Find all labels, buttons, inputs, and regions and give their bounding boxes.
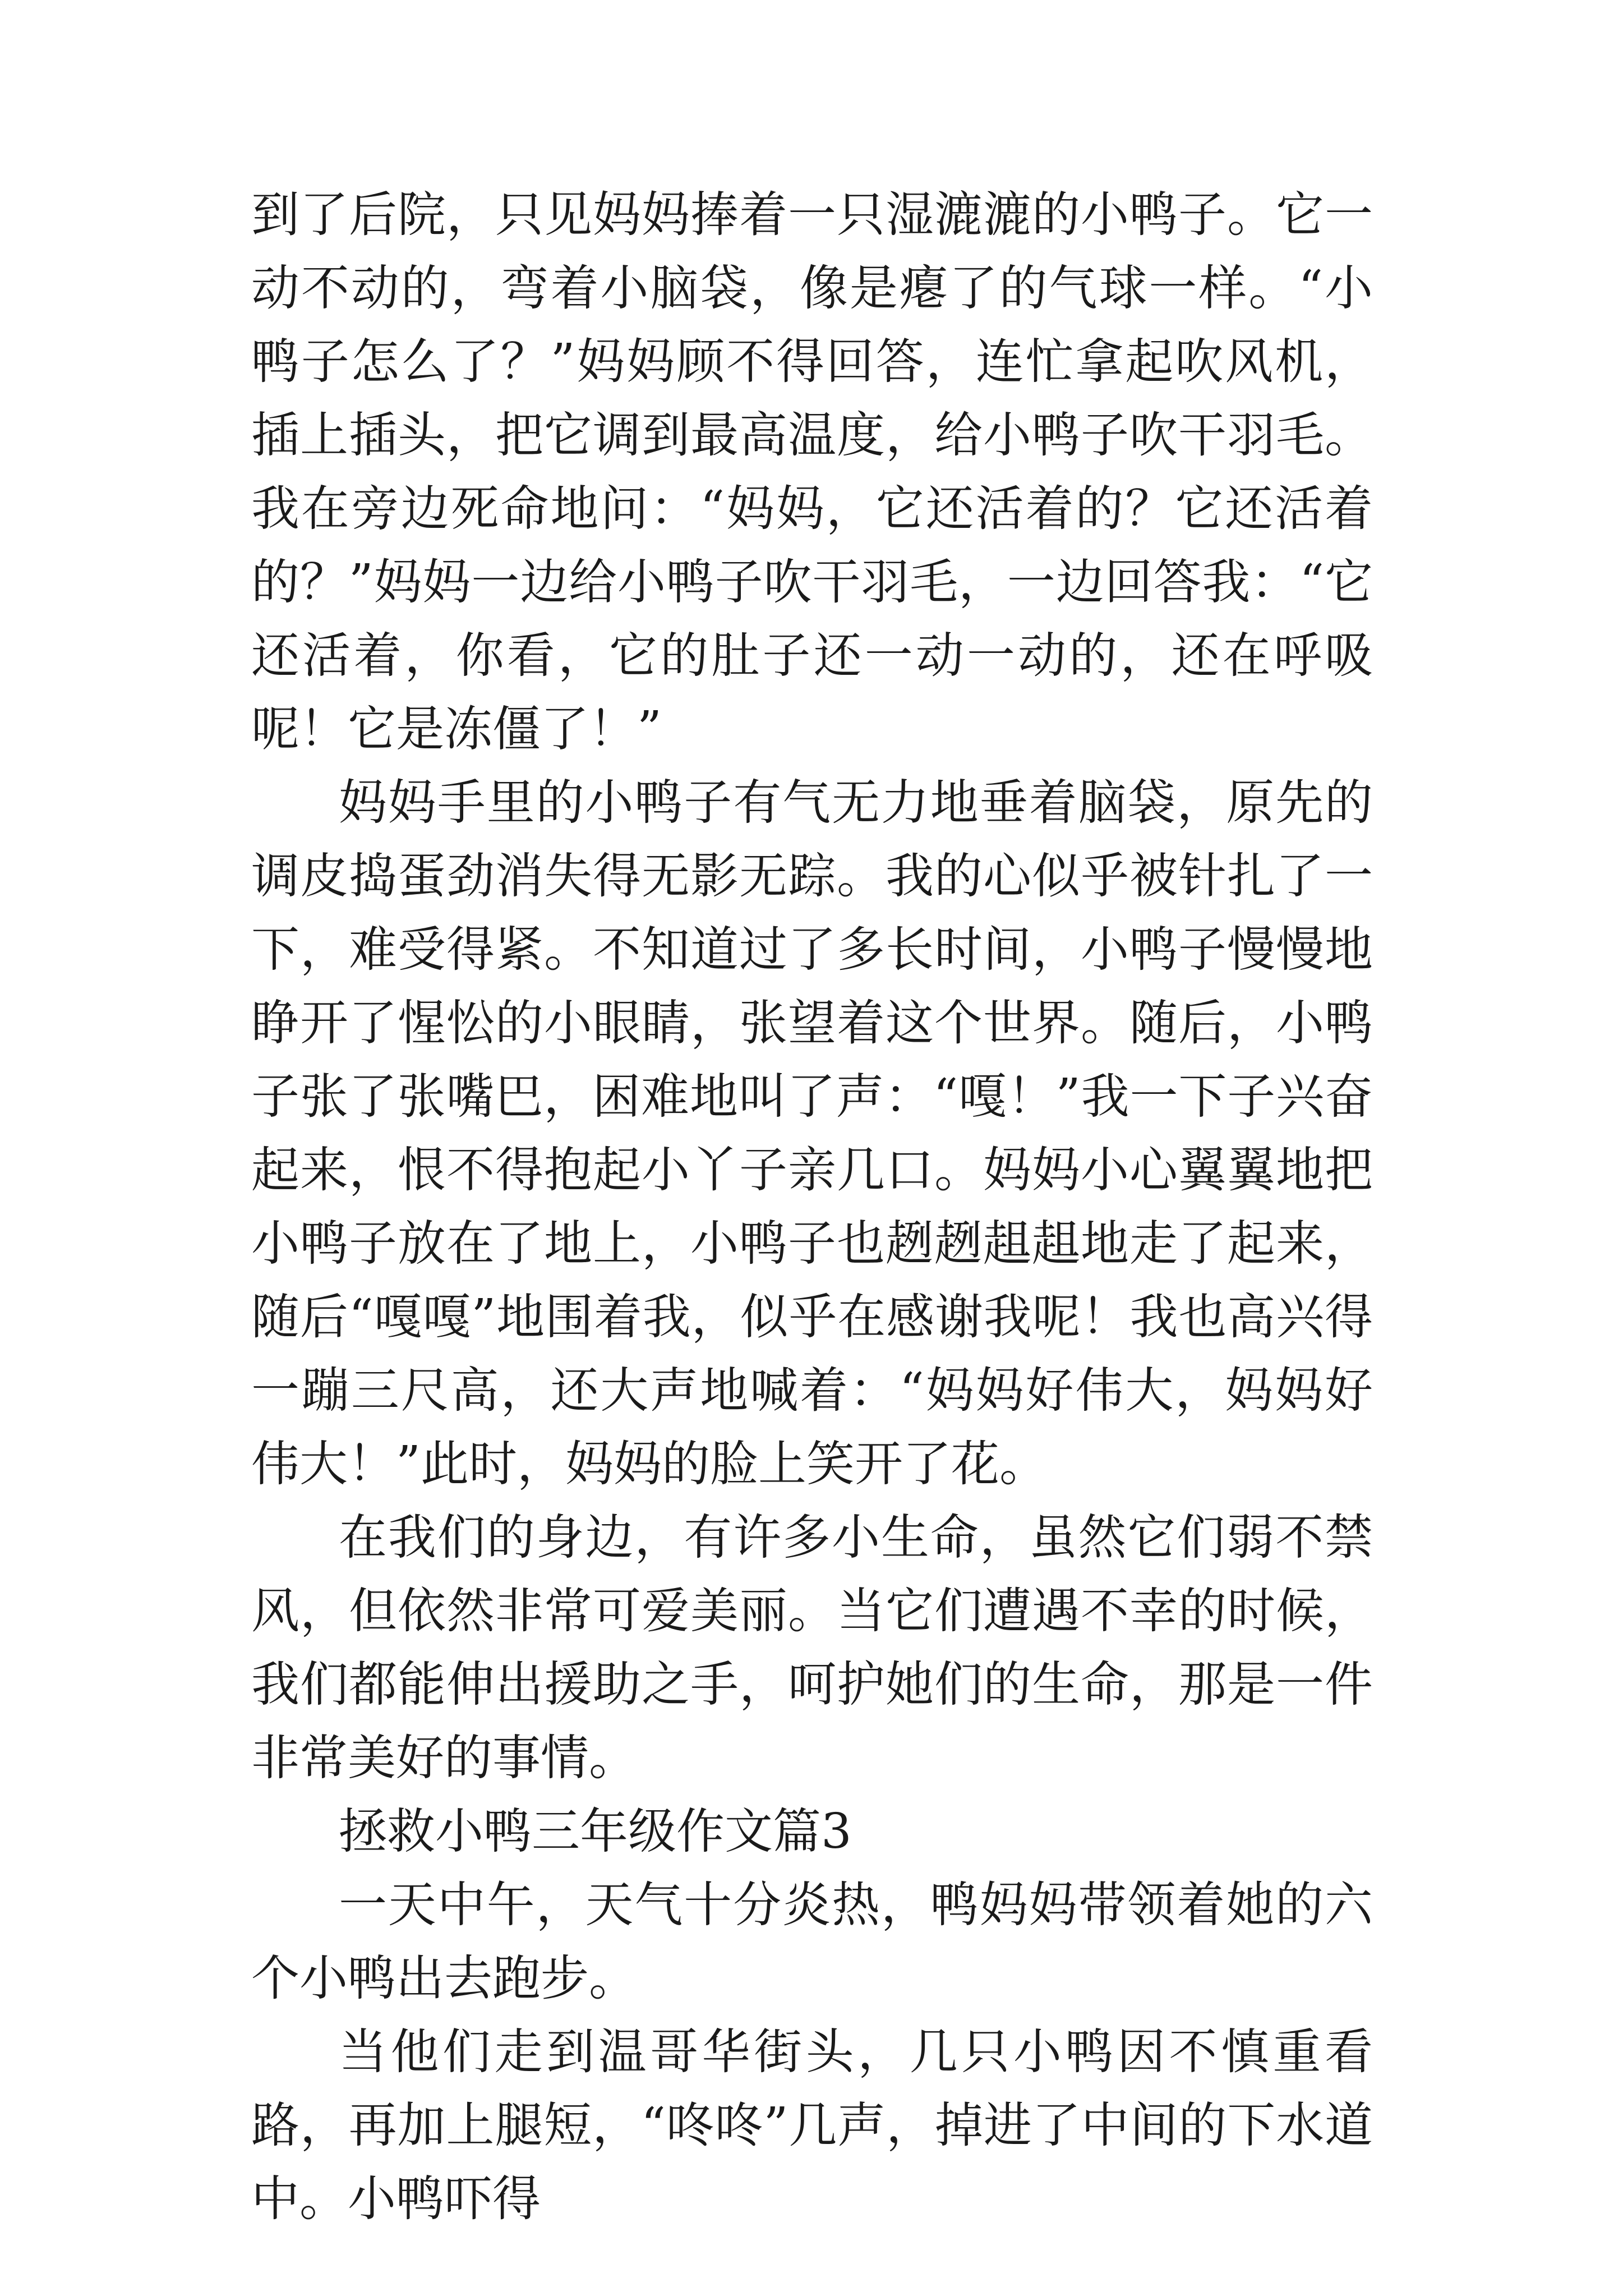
paragraph-storm-drain: 当他们走到温哥华街头，几只小鸭因不慎重看路，再加上腿短，“咚咚”几声，掉进了中间的下水道中。小鸭吓得 [251,2024,1373,2227]
paragraph-opening: 一天中午，天气十分炎热，鸭妈妈带领着她的六个小鸭出去跑步。 [251,1877,1373,2007]
paragraph-conclusion: 在我们的身边，有许多小生命，虽然它们弱不禁风，但依然非常可爱美丽。当它们遭遇不幸的时候，我们都能伸出援助之手，呵护她们的生命，那是一件非常美好的事情。 [251,1510,1373,1786]
paragraph-duckling-rescue: 到了后院，只见妈妈捧着一只湿漉漉的小鸭子。它一动不动的，弯着小脑袋，像是瘪了的气球一样。“小鸭子怎么了？”妈妈顾不得回答，连忙拿起吹风机，插上插头，把它调到最高温度，给小鸭子吹干羽毛。我在旁边死命地问：“妈妈，它还活着的？它还活着的？”妈妈一边给小鸭子吹干羽毛，一边回答我：“它还活着，你看，它的肚子还一动一动的，还在呼吸呢！它是冻僵了！” [251,187,1373,757]
section-heading: 拯救小鸭三年级作文篇3 [339,1803,852,1860]
document-body [251,178,1373,2236]
paragraph-duckling-recovery: 妈妈手里的小鸭子有气无力地垂着脑袋，原先的调皮捣蛋劲消失得无影无踪。我的心似乎被针扎了一下，难受得紧。不知道过了多长时间，小鸭子慢慢地睁开了惺忪的小眼睛，张望着这个世界。随后，小鸭子张了张嘴巴，困难地叫了声：“嘎！”我一下子兴奋起来，恨不得抱起小丫子亲几口。妈妈小心翼翼地把小鸭子放在了地上，小鸭子也趔趔趄趄地走了起来，随后“嘎嘎”地围着我，似乎在感谢我呢！我也高兴得一蹦三尺高，还大声地喊着：“妈妈好伟大，妈妈好伟大！”此时，妈妈的脸上笑开了花。 [251,775,1373,1492]
